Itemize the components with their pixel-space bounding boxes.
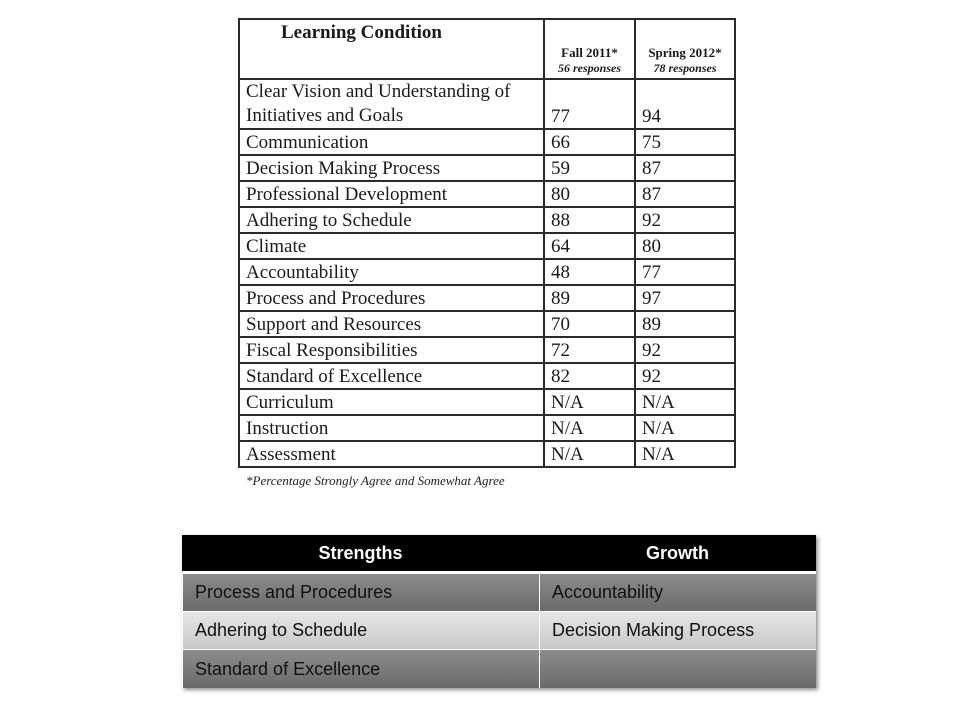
fall-value: N/A — [544, 389, 635, 415]
growth-cell: Accountability — [539, 573, 816, 611]
spring-value: 97 — [635, 285, 735, 311]
table-row — [239, 415, 735, 441]
fall-value: 48 — [544, 259, 635, 285]
fall-value: 88 — [544, 207, 635, 233]
strength-cell: Adhering to Schedule — [182, 611, 539, 649]
condition-cell: Fiscal Responsibilities — [239, 337, 544, 363]
fall-value: 77 — [544, 79, 635, 129]
condition-cell: Climate — [239, 233, 544, 259]
table-row — [239, 129, 735, 155]
growth-cell — [539, 649, 816, 688]
spring-value: 89 — [635, 311, 735, 337]
spring-value: N/A — [635, 415, 735, 441]
table-row — [239, 363, 735, 389]
strength-cell: Process and Procedures — [182, 573, 539, 611]
condition-cell: Adhering to Schedule — [239, 207, 544, 233]
table-row — [182, 649, 816, 688]
condition-cell — [239, 79, 544, 129]
spring-value: N/A — [635, 441, 735, 467]
spring-value: 94 — [635, 79, 735, 129]
table-row — [239, 337, 735, 363]
table-row — [239, 285, 735, 311]
spring-2012-header — [635, 19, 735, 79]
condition-line-2: Initiatives and Goals — [246, 105, 404, 126]
condition-cell: Curriculum — [239, 389, 544, 415]
spring-value: 87 — [635, 155, 735, 181]
spring-value: 80 — [635, 233, 735, 259]
fall-value: 59 — [544, 155, 635, 181]
table-row — [239, 79, 735, 129]
fall-value: 72 — [544, 337, 635, 363]
fall-value: 89 — [544, 285, 635, 311]
summary-header-row — [182, 535, 816, 573]
table-row — [182, 573, 816, 611]
growth-cell: Decision Making Process — [539, 611, 816, 649]
spring-2012-responses: 78 responses — [653, 61, 717, 75]
survey-header-row — [239, 19, 735, 79]
condition-cell: Standard of Excellence — [239, 363, 544, 389]
survey-table — [238, 18, 736, 468]
fall-value: 66 — [544, 129, 635, 155]
spring-value: 92 — [635, 337, 735, 363]
fall-value: 64 — [544, 233, 635, 259]
strengths-growth-table — [182, 535, 816, 688]
table-row — [239, 311, 735, 337]
spring-value: 75 — [635, 129, 735, 155]
spring-value: 87 — [635, 181, 735, 207]
spring-value: 92 — [635, 363, 735, 389]
learning-condition-header: Learning Condition — [239, 19, 544, 79]
condition-cell: Accountability — [239, 259, 544, 285]
condition-cell: Decision Making Process — [239, 155, 544, 181]
survey-footnote: *Percentage Strongly Agree and Somewhat Agree — [246, 473, 505, 488]
condition-cell: Assessment — [239, 441, 544, 467]
strengths-header: Strengths — [182, 535, 539, 573]
condition-cell: Support and Resources — [239, 311, 544, 337]
table-row — [239, 259, 735, 285]
fall-2011-responses: 56 responses — [557, 61, 621, 75]
condition-cell: Process and Procedures — [239, 285, 544, 311]
spring-value: 92 — [635, 207, 735, 233]
growth-header: Growth — [539, 535, 816, 573]
table-row — [239, 155, 735, 181]
table-row — [239, 441, 735, 467]
condition-cell: Instruction — [239, 415, 544, 441]
fall-value: N/A — [544, 415, 635, 441]
spring-value: 77 — [635, 259, 735, 285]
fall-2011-label: Fall 2011* — [561, 45, 618, 60]
condition-cell: Professional Development — [239, 181, 544, 207]
strength-cell: Standard of Excellence — [182, 649, 539, 688]
table-row — [239, 181, 735, 207]
fall-value: N/A — [544, 441, 635, 467]
fall-2011-header — [544, 19, 635, 79]
table-row — [239, 389, 735, 415]
table-row — [239, 233, 735, 259]
spring-2012-label: Spring 2012* — [648, 45, 722, 60]
fall-value: 70 — [544, 311, 635, 337]
condition-line-1: Clear Vision and Understanding of — [246, 81, 511, 102]
fall-value: 80 — [544, 181, 635, 207]
condition-cell: Communication — [239, 129, 544, 155]
fall-value: 82 — [544, 363, 635, 389]
table-row — [182, 611, 816, 649]
spring-value: N/A — [635, 389, 735, 415]
table-row — [239, 207, 735, 233]
